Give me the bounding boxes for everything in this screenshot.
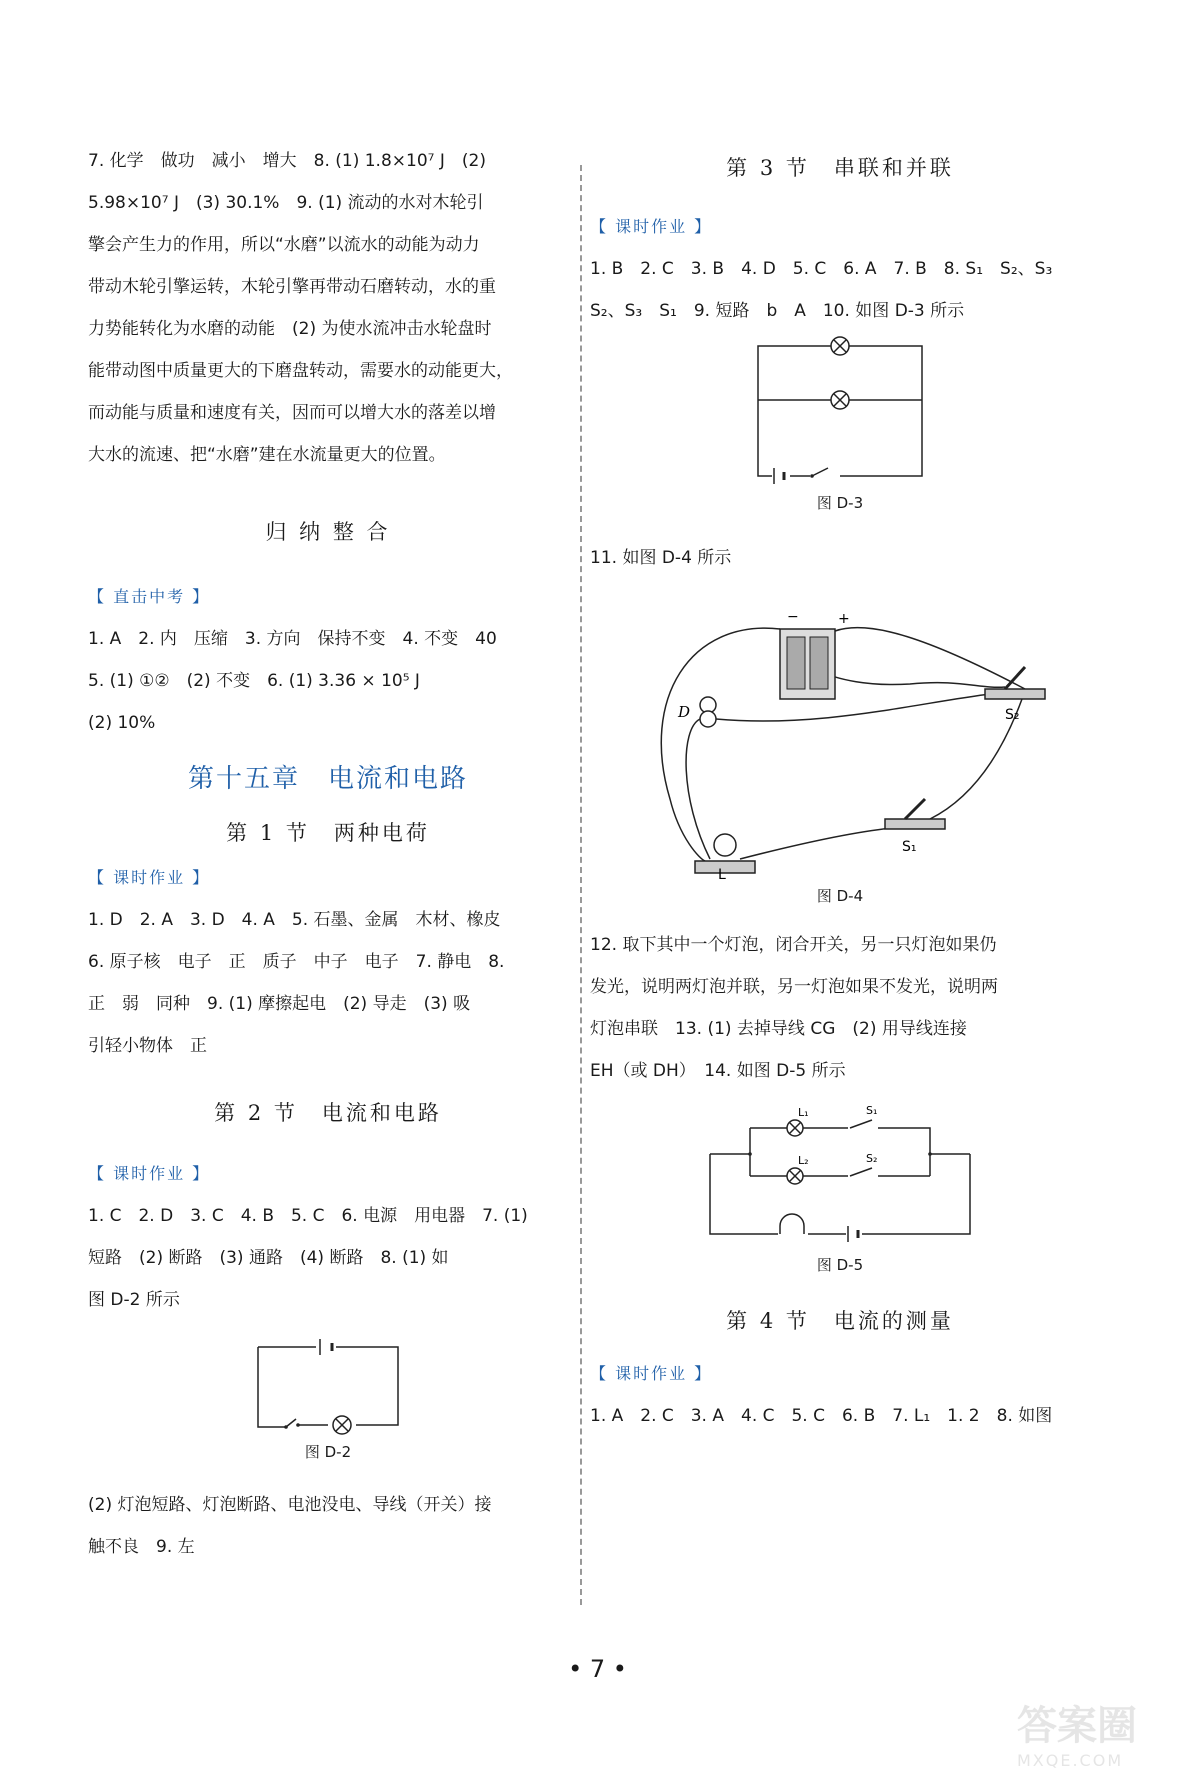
text-line: 带动木轮引擎运转，木轮引擎再带动石磨转动，水的重 [88,277,496,297]
text-line: 触不良 9. 左 [88,1537,195,1557]
figure-d2-caption: 图 D-2 [304,1443,352,1461]
label-l2: L₂ [798,1154,809,1167]
bulb-socket-d-icon [700,697,716,727]
section-4-title: 第 4 节 电流的测量 [726,1309,954,1333]
text-line: (2) 10% [88,713,156,733]
answers-block-1 [88,140,568,476]
text-line: 而动能与质量和速度有关，因而可以增大水的落差以增 [88,403,496,423]
chapter-title: 第十五章 电流和电路 [187,764,468,794]
label-s1: S₁ [902,839,917,855]
text-line: (2) 灯泡短路、灯泡断路、电池没电、导线（开关）接 [88,1495,492,1515]
text-line: 1. D 2. A 3. D 4. A 5. 石墨、金属 木材、橡皮 [88,910,501,930]
text-line: 1. A 2. C 3. A 4. C 5. C 6. B 7. L₁ 1. 2 8. 如图 [590,1406,1053,1426]
text-line: 擎会产生力的作用，所以“水磨”以流水的动能为动力 [88,235,480,255]
tag-keshi-zuoye-3: 【 课时作业 】 [590,217,713,236]
text-line: 引轻小物体 正 [88,1036,207,1056]
label-l1: L₁ [798,1106,809,1119]
figure-d5-circuit [700,1098,980,1248]
figure-d3-caption: 图 D-3 [816,494,864,512]
text-line: 5.98×10⁷ J (3) 30.1% 9. (1) 流动的水对木轮引 [88,193,484,213]
page-number: • 7 • [568,1655,627,1683]
answers-block-r1 [590,248,1090,332]
left-column [88,140,568,1568]
text-line: 力势能转化为水磨的动能 (2) 为使水流冲击水轮盘时 [88,319,492,339]
text-line: S₂、S₃ S₁ 9. 短路 b A 10. 如图 D-3 所示 [590,301,965,321]
column-divider [580,165,582,1605]
text-line: 6. 原子核 电子 正 质子 中子 电子 7. 静电 8. [88,952,505,972]
tag-keshi-zuoye-4: 【 课时作业 】 [590,1364,713,1383]
summary-title: 归 纳 整 合 [265,520,391,544]
text-line: 5. (1) ①② (2) 不变 6. (1) 3.36 × 10⁵ J [88,671,420,691]
text-line: 图 D-2 所示 [88,1290,180,1310]
answers-block-4 [88,1195,568,1321]
text-line: 1. B 2. C 3. B 4. D 5. C 6. A 7. B 8. S₁ S₂、S₃ [590,259,1053,279]
text-line: 大水的流速、把“水磨”建在水流量更大的位置。 [88,445,446,465]
text-line: 能带动图中质量更大的下磨盘转动，需要水的动能更大， [88,361,513,381]
figure-d4-caption: 图 D-4 [816,887,864,905]
label-s2: S₂ [1005,707,1020,723]
tag-keshi-zuoye-1: 【 课时作业 】 [88,868,211,887]
text-line: 发光，说明两灯泡并联，另一灯泡如果不发光，说明两 [590,977,998,997]
battery-plus-label: + [838,611,850,627]
figure-d4-wiring [630,579,1050,879]
section-1-title: 第 1 节 两种电荷 [226,821,430,845]
tag-keshi-zuoye-2: 【 课时作业 】 [88,1164,211,1183]
watermark-text: 答案圈 [1017,1703,1137,1749]
watermark [1017,1694,1177,1774]
answers-block-r2 [590,924,1090,1092]
label-l: L [718,867,726,879]
text-line: 1. A 2. 内 压缩 3. 方向 保持不变 4. 不变 40 [88,629,497,649]
switch-s1-icon [885,799,945,829]
section-3-title: 第 3 节 串联和并联 [726,156,954,180]
battery-minus-label: − [787,609,799,625]
label-d: D [678,703,691,721]
text-line: 短路 (2) 断路 (3) 通路 (4) 断路 8. (1) 如 [88,1248,449,1268]
text-line: 灯泡串联 13. (1) 去掉导线 CG (2) 用导线连接 [590,1019,967,1039]
right-column [590,140,1090,1437]
watermark-url: MXQE.COM [1017,1751,1124,1770]
text-line: 12. 取下其中一个灯泡，闭合开关，另一只灯泡如果仍 [590,935,997,955]
text-line: 7. 化学 做功 减小 增大 8. (1) 1.8×10⁷ J (2) [88,151,486,171]
label-s1: S₁ [866,1104,878,1117]
answers-block-5 [88,1484,568,1568]
figure-d5-caption: 图 D-5 [816,1256,864,1274]
answers-block-2 [88,618,568,744]
figure-d3-circuit [750,336,930,486]
label-s2: S₂ [866,1152,878,1165]
text-line: 正 弱 同种 9. (1) 摩擦起电 (2) 导走 (3) 吸 [88,994,471,1014]
answers-block-3 [88,899,568,1067]
section-2-title: 第 2 节 电流和电路 [214,1101,442,1125]
answers-block-r3 [590,1395,1090,1437]
text-line: 11. 如图 D-4 所示 [590,548,732,568]
figure-d2-circuit [248,1335,408,1435]
text-line: 1. C 2. D 3. C 4. B 5. C 6. 电源 用电器 7. (1) [88,1206,528,1226]
tag-zhiji-zhongkao: 【 直击中考 】 [88,587,211,606]
text-line: EH（或 DH） 14. 如图 D-5 所示 [590,1061,846,1081]
battery-icon [780,629,835,699]
